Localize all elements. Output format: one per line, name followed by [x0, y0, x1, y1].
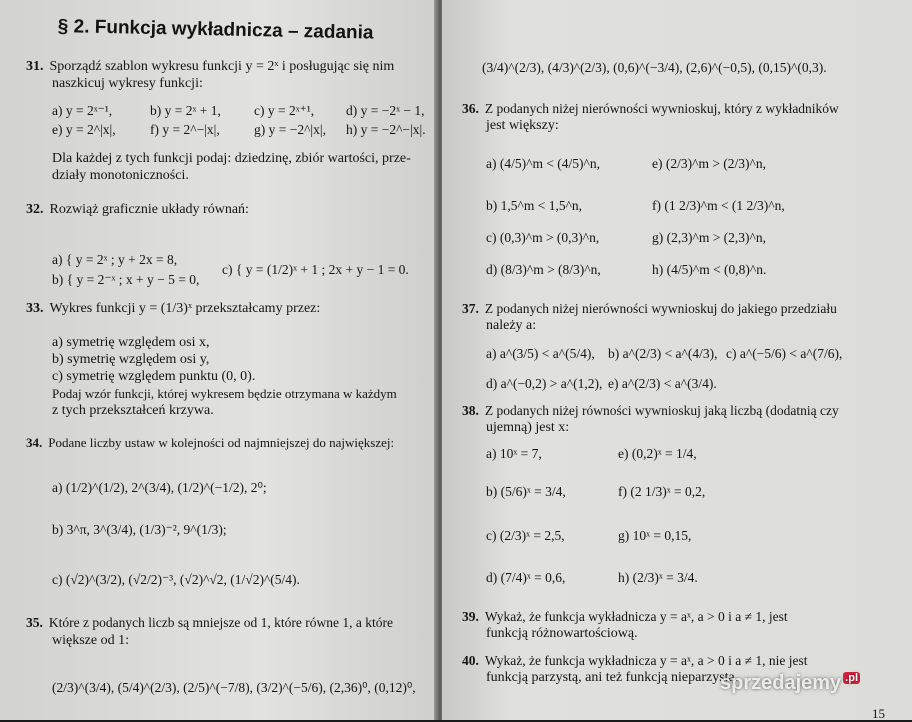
ex38-item-a: a) 10ˣ = 7, — [486, 446, 542, 461]
ex36-item-h: h) (4/5)^m < (0,8)^n. — [652, 262, 767, 277]
ex37-item-d: d) a^(−0,2) > a^(1,2), — [486, 376, 603, 391]
ex37-item-a: a) a^(3/5) < a^(5/4), — [486, 346, 595, 361]
exercise-33-heading: 33. Wykres funkcji y = (1/3)ˣ przekształcamy przez: — [26, 301, 321, 316]
ex31-item-a: a) y = 2ˣ⁻¹, — [52, 103, 113, 118]
ex33-note-1: Podaj wzór funkcji, której wykresem będzie otrzymana w każdym — [52, 386, 397, 401]
ex33-item-c: c) symetrię względem punktu (0, 0). — [52, 369, 256, 384]
ex31-note-1: Dla każdej z tych funkcji podaj: dziedzinę, zbiór wartości, prze- — [52, 151, 411, 166]
ex32-system-b: b) { y = 2⁻ˣ ; x + y − 5 = 0, — [52, 272, 200, 287]
ex31-item-b: b) y = 2ˣ + 1, — [150, 103, 221, 118]
ex33-item-b: b) symetrię względem osi y, — [52, 352, 210, 367]
ex31-item-g: g) y = −2^|x|, — [254, 122, 326, 137]
exercise-39-heading: 39. Wykaż, że funkcja wykładnicza y = aˣ, a > 0 i a ≠ 1, jest — [462, 609, 788, 624]
ex38-item-d: d) (7/4)ˣ = 0,6, — [486, 570, 566, 585]
ex34-item-b: b) 3^π, 3^(3/4), (1/3)⁻², 9^(1/3); — [52, 522, 227, 537]
ex31-item-f: f) y = 2^−|x|, — [150, 122, 220, 137]
ex36-item-g: g) (2,3)^m > (2,3)^n, — [652, 230, 767, 245]
left-page — [0, 0, 438, 720]
ex37-item-b: b) a^(2/3) < a^(4/3), — [608, 346, 718, 361]
ex36-item-b: b) 1,5^m < 1,5^n, — [486, 198, 583, 213]
ex34-item-c: c) (√2)^(3/2), (√2/2)⁻³, (√2)^√2, (1/√2)^(5/4). — [52, 572, 300, 587]
ex38-item-b: b) (5/6)ˣ = 3/4, — [486, 484, 566, 499]
exercise-35-heading: 35. Które z podanych liczb są mniejsze od 1, które równe 1, a które — [26, 615, 394, 630]
right-page — [442, 0, 912, 720]
ex31-item-e: e) y = 2^|x|, — [52, 122, 116, 137]
exercise-32-heading: 32. Rozwiąż graficznie układy równań: — [26, 202, 249, 217]
ex38-item-g: g) 10ˣ = 0,15, — [618, 528, 692, 543]
ex38-item-h: h) (2/3)ˣ = 3/4. — [618, 570, 698, 585]
ex37-item-c: c) a^(−5/6) < a^(7/6), — [726, 346, 843, 361]
exercise-31-text2: naszkicuj wykresy funkcji: — [52, 76, 203, 91]
exercise-31-heading: 31. Sporządź szablon wykresu funkcji y = 2ˣ i posługując się nim — [26, 59, 395, 74]
ex34-item-a: a) (1/2)^(1/2), 2^(3/4), (1/2)^(−1/2), 2⁰; — [52, 480, 267, 495]
ex37-text-2: należy a: — [486, 318, 537, 333]
ex35-continuation: (3/4)^(2/3), (4/3)^(2/3), (0,6)^(−3/4), (2,6)^(−0,5), (0,15)^(0,3). — [482, 60, 827, 75]
ex32-system-c: c) { y = (1/2)ˣ + 1 ; 2x + y − 1 = 0. — [222, 262, 409, 277]
ex38-text-2: ujemną) jest x: — [486, 420, 570, 435]
ex40-text-2: funkcją parzystą, ani też funkcją nieparzystą. — [486, 670, 739, 685]
ex31-item-h: h) y = −2^−|x|. — [346, 122, 426, 137]
watermark-logo: sprzedajemy $^{.pl}$ — [720, 672, 859, 694]
exercise-36-heading: 36. Z podanych niżej nierówności wywnioskuj, który z wykładników — [462, 101, 839, 116]
ex39-text-2: funkcją różnowartościową. — [486, 626, 638, 641]
ex36-item-e: e) (2/3)^m > (2/3)^n, — [652, 156, 767, 171]
ex38-item-e: e) (0,2)ˣ = 1/4, — [618, 446, 697, 461]
ex31-item-d: d) y = −2ˣ − 1, — [346, 103, 425, 118]
section-title: § 2. Funkcja wykładnicza – zadania — [57, 16, 374, 44]
ex33-note-2: z tych przekształceń krzywa. — [52, 403, 214, 418]
ex38-item-c: c) (2/3)ˣ = 2,5, — [486, 528, 565, 543]
ex35-text-2: większe od 1: — [52, 633, 129, 648]
ex36-text-2: jest większy: — [486, 118, 559, 133]
exercise-40-heading: 40. Wykaż, że funkcja wykładnicza y = aˣ, a > 0 i a ≠ 1, nie jest — [462, 653, 808, 668]
exercise-37-heading: 37. Z podanych niżej nierówności wywnioskuj do jakiego przedziału — [462, 301, 837, 316]
ex37-item-e: e) a^(2/3) < a^(3/4). — [608, 376, 717, 391]
ex36-item-d: d) (8/3)^m > (8/3)^n, — [486, 262, 601, 277]
ex35-numbers: (2/3)^(3/4), (5/4)^(2/3), (2/5)^(−7/8), (3/2)^(−5/6), (2,36)⁰, (0,12)⁰, — [52, 680, 416, 695]
ex36-item-c: c) (0,3)^m > (0,3)^n, — [486, 230, 600, 245]
ex33-item-a: a) symetrię względem osi x, — [52, 335, 210, 350]
ex32-system-a: a) { y = 2ˣ ; y + 2x = 8, — [52, 252, 178, 267]
ex31-item-c: c) y = 2ˣ⁺¹, — [254, 103, 315, 118]
ex31-note-2: działy monotoniczności. — [52, 168, 189, 183]
exercise-34-heading: 34. Podane liczby ustaw w kolejności od najmniejszej do największej: — [26, 435, 395, 450]
ex36-item-f: f) (1 2/3)^m < (1 2/3)^n, — [652, 198, 785, 213]
page-number: 15 — [872, 706, 885, 721]
ex38-item-f: f) (2 1/3)ˣ = 0,2, — [618, 484, 706, 499]
ex36-item-a: a) (4/5)^m < (4/5)^n, — [486, 156, 601, 171]
exercise-38-heading: 38. Z podanych niżej równości wywnioskuj jaką liczbą (dodatnią czy — [462, 403, 839, 418]
